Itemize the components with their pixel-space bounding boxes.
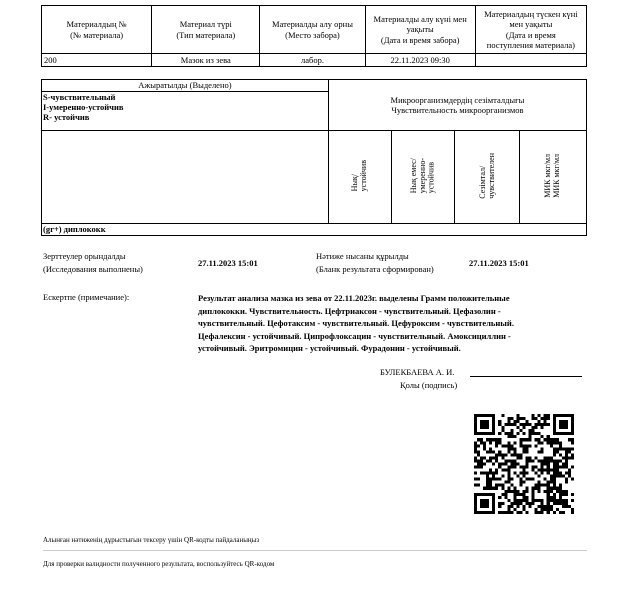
column-sensitive: Сезімтал/ чувствителен bbox=[455, 131, 520, 224]
collection-place-cell: лабор. bbox=[260, 54, 365, 67]
performed-label: Зерттеулер орындалды (Исследования выполнены) bbox=[43, 251, 143, 274]
material-number-cell: 200 bbox=[42, 54, 152, 67]
footer-kz: Алынған нәтиженің дұрыстығын тексеру үшін QR-кодты пайдаланыңыз bbox=[43, 536, 260, 544]
column-intermediate: Нық емес/ умеренно- устойчив bbox=[391, 131, 455, 224]
column-resistant: Нық/ устойчив bbox=[328, 131, 391, 224]
collection-date-cell: 22.11.2023 09:30 bbox=[365, 54, 475, 67]
column-mic: МИК мкг/мл МИК мкг/мл bbox=[520, 131, 587, 224]
organism-row: (gr+) диплококк bbox=[42, 224, 587, 236]
note-text: Результат анализа мазка из зева от 22.11.2023г. выделены Грамм положительные диплококки. Чувствительность. Цефтриаксон - чувствительный. Цефазолин - чувствительный. Цефотаксим - чувствительный. Цефуроксим - чувствительный. Цефалексин - устойчивый. Ципрофлоксацин - чувствительный. Амоксициллин - устойчивый. Эритромицин - устойчивый. Фурадонин - устойчивый. bbox=[198, 293, 514, 353]
formed-value: 27.11.2023 15:01 bbox=[469, 258, 529, 268]
material-type-cell: Мазок из зева bbox=[152, 54, 260, 67]
signature-caption: Қолы (подпись) bbox=[400, 380, 458, 390]
microorganism-table bbox=[41, 79, 587, 236]
note-label: Ескертпе (примечание): bbox=[43, 292, 130, 302]
material-header-table bbox=[41, 5, 587, 67]
header-collection-place: Материалды алу орны (Место забора) bbox=[260, 6, 365, 54]
arrival-date-cell bbox=[475, 54, 586, 67]
header-material-type: Материал түрі (Тип материала) bbox=[152, 6, 260, 54]
header-arrival-date: Материалдың түскен күні мен уақыты (Дата и время поступления материала) bbox=[475, 6, 586, 54]
header-collection-date: Материалды алу күні мен уақыты (Дата и время забора) bbox=[365, 6, 475, 54]
performed-value: 27.11.2023 15:01 bbox=[198, 258, 258, 268]
footer-ru: Для проверки валидности полученного результата, воспользуйтесь QR-кодом bbox=[43, 560, 275, 568]
organism-blank-cell bbox=[42, 131, 329, 224]
sensitivity-title: Микроорганизмдердің сезімталдығы Чувствительность микроорганизмов bbox=[328, 80, 586, 131]
formed-label: Нәтиже нысаны құрылды (Бланк результата сформирован) bbox=[316, 251, 434, 274]
legend-cell: S-чувствительный I-умеренно-устойчив R- устойчив bbox=[42, 92, 329, 131]
header-material-number: Материалдың № (№ материала) bbox=[42, 6, 152, 54]
signature-line bbox=[470, 376, 582, 377]
footer-divider bbox=[43, 550, 587, 551]
isolated-title: Ажыратылды (Выделено) bbox=[42, 80, 329, 92]
signature-name: БУЛЕКБАЕВА А. И. bbox=[380, 367, 455, 377]
qr-code bbox=[474, 414, 574, 514]
